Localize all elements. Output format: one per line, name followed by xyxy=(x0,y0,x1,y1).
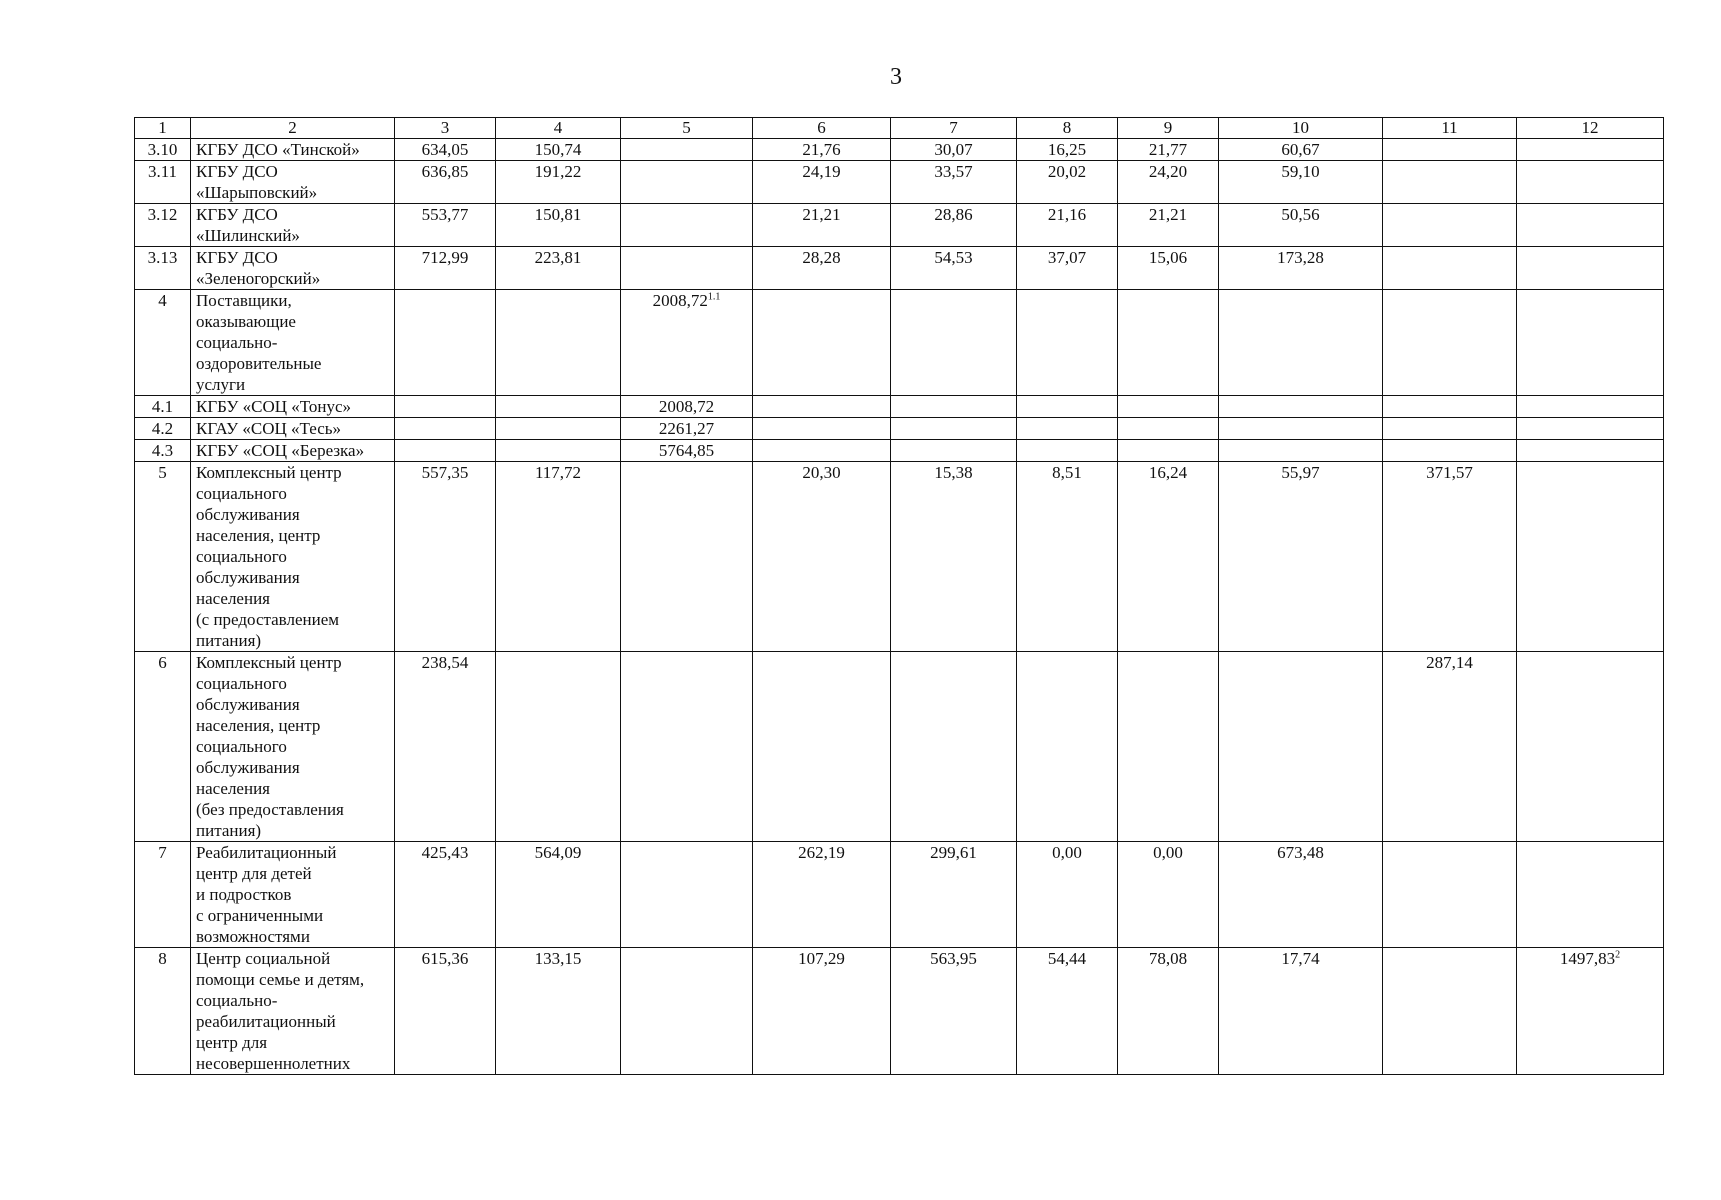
value-cell-c9 xyxy=(1118,139,1219,161)
cell-value: 712,99 xyxy=(421,248,469,267)
row-number: 7 xyxy=(135,842,191,948)
cell-value: 0,00 xyxy=(1153,843,1183,862)
row-number: 4 xyxy=(135,290,191,396)
cell-value: 133,15 xyxy=(534,949,582,968)
row-number: 3.11 xyxy=(135,161,191,204)
value-cell-c6 xyxy=(753,204,891,247)
value-cell-c6 xyxy=(753,440,891,462)
value-cell-c9 xyxy=(1118,842,1219,948)
organization-name xyxy=(191,462,395,652)
value-cell-c5 xyxy=(621,652,753,842)
column-header: 2 xyxy=(191,118,395,139)
name-line: социального xyxy=(196,484,287,503)
cell-value: 20,02 xyxy=(1047,162,1087,181)
name-line: социально- xyxy=(196,333,278,352)
value-cell-c12 xyxy=(1517,948,1664,1075)
cell-value: 21,21 xyxy=(802,205,841,224)
name-line: услуги xyxy=(196,375,246,394)
value-cell-c3 xyxy=(395,948,496,1075)
cell-value: 60,67 xyxy=(1281,140,1320,159)
column-header: 9 xyxy=(1118,118,1219,139)
value-cell-c9 xyxy=(1118,161,1219,204)
name-line: питания) xyxy=(196,821,262,840)
value-cell-c7 xyxy=(891,161,1017,204)
cell-value: 2261,27 xyxy=(658,419,715,438)
row-number: 3.10 xyxy=(135,139,191,161)
value-cell-c11 xyxy=(1383,247,1517,290)
value-cell-c9 xyxy=(1118,290,1219,396)
table-body xyxy=(135,118,1664,1075)
cell-value: 28,86 xyxy=(934,205,973,224)
value-cell-c3 xyxy=(395,139,496,161)
name-line: социального xyxy=(196,674,287,693)
value-cell-c12 xyxy=(1517,247,1664,290)
value-cell-c7 xyxy=(891,440,1017,462)
value-cell-c6 xyxy=(753,462,891,652)
name-line: Комплексный центр xyxy=(196,463,342,482)
organization-name xyxy=(191,652,395,842)
value-cell-c9 xyxy=(1118,247,1219,290)
value-cell-c11 xyxy=(1383,652,1517,842)
cell-value: 117,72 xyxy=(534,463,582,482)
column-header: 3 xyxy=(395,118,496,139)
footnote-marker: 1.1 xyxy=(707,291,721,303)
cell-value: 30,07 xyxy=(934,140,973,159)
cell-value: 425,43 xyxy=(421,843,469,862)
row-number: 6 xyxy=(135,652,191,842)
column-header: 12 xyxy=(1517,118,1664,139)
cell-value: 21,16 xyxy=(1047,205,1087,224)
value-cell-c5 xyxy=(621,418,753,440)
value-cell-c4 xyxy=(496,204,621,247)
name-line: социально- xyxy=(196,991,278,1010)
cell-value: 55,97 xyxy=(1281,463,1320,482)
cell-value: 673,48 xyxy=(1277,843,1324,862)
value-cell-c10 xyxy=(1219,842,1383,948)
column-header: 1 xyxy=(135,118,191,139)
name-line: «Зеленогорский» xyxy=(196,269,321,288)
value-cell-c3 xyxy=(395,652,496,842)
row-number: 5 xyxy=(135,462,191,652)
cell-value: 2008,72 xyxy=(652,291,708,310)
name-line: обслуживания xyxy=(196,505,300,524)
value-cell-c9 xyxy=(1118,652,1219,842)
value-cell-c5 xyxy=(621,139,753,161)
value-cell-c5 xyxy=(621,204,753,247)
name-line: «Шилинский» xyxy=(196,226,300,245)
cell-value: 24,19 xyxy=(802,162,841,181)
table-row xyxy=(135,948,1664,1075)
value-cell-c7 xyxy=(891,842,1017,948)
value-cell-c6 xyxy=(753,948,891,1075)
value-cell-c7 xyxy=(891,418,1017,440)
value-cell-c6 xyxy=(753,652,891,842)
cell-value: 28,28 xyxy=(802,248,841,267)
value-cell-c10 xyxy=(1219,247,1383,290)
value-cell-c9 xyxy=(1118,462,1219,652)
cell-value: 15,38 xyxy=(934,463,973,482)
value-cell-c8 xyxy=(1017,948,1118,1075)
value-cell-c4 xyxy=(496,247,621,290)
name-line: центр для xyxy=(196,1033,268,1052)
organization-name xyxy=(191,161,395,204)
name-line: социального xyxy=(196,547,287,566)
name-line: Реабилитационный xyxy=(196,843,337,862)
name-line: с ограниченными xyxy=(196,906,324,925)
value-cell-c9 xyxy=(1118,440,1219,462)
value-cell-c11 xyxy=(1383,204,1517,247)
cell-value: 8,51 xyxy=(1052,463,1082,482)
name-line: «Шарыповский» xyxy=(196,183,318,202)
value-cell-c3 xyxy=(395,204,496,247)
cell-value: 615,36 xyxy=(421,949,469,968)
name-line: и подростков xyxy=(196,885,292,904)
cell-value: 16,25 xyxy=(1047,140,1087,159)
value-cell-c3 xyxy=(395,290,496,396)
row-number: 3.12 xyxy=(135,204,191,247)
value-cell-c10 xyxy=(1219,948,1383,1075)
value-cell-c5 xyxy=(621,948,753,1075)
cell-value: 0,00 xyxy=(1052,843,1082,862)
column-header: 5 xyxy=(621,118,753,139)
table-row xyxy=(135,139,1664,161)
value-cell-c10 xyxy=(1219,440,1383,462)
cell-value: 173,28 xyxy=(1277,248,1324,267)
cell-value: 54,53 xyxy=(934,248,973,267)
value-cell-c3 xyxy=(395,247,496,290)
value-cell-c11 xyxy=(1383,948,1517,1075)
value-cell-c5 xyxy=(621,290,753,396)
value-cell-c12 xyxy=(1517,842,1664,948)
cell-value: 636,85 xyxy=(421,162,469,181)
value-cell-c12 xyxy=(1517,652,1664,842)
cell-value: 21,76 xyxy=(802,140,841,159)
value-cell-c4 xyxy=(496,842,621,948)
column-header: 6 xyxy=(753,118,891,139)
value-cell-c4 xyxy=(496,139,621,161)
organization-name xyxy=(191,842,395,948)
value-cell-c3 xyxy=(395,161,496,204)
value-cell-c7 xyxy=(891,462,1017,652)
value-cell-c4 xyxy=(496,396,621,418)
name-line: Комплексный центр xyxy=(196,653,342,672)
name-line: несовершеннолетних xyxy=(196,1054,351,1073)
value-cell-c5 xyxy=(621,462,753,652)
cell-value: 24,20 xyxy=(1148,162,1188,181)
organization-name xyxy=(191,204,395,247)
value-cell-c8 xyxy=(1017,290,1118,396)
cell-value: 21,21 xyxy=(1148,205,1188,224)
cell-value: 238,54 xyxy=(421,653,469,672)
name-line: КГБУ «СОЦ «Березка» xyxy=(196,441,365,460)
value-cell-c3 xyxy=(395,842,496,948)
value-cell-c5 xyxy=(621,440,753,462)
name-line: населения, центр xyxy=(196,716,321,735)
value-cell-c11 xyxy=(1383,290,1517,396)
column-header: 10 xyxy=(1219,118,1383,139)
value-cell-c6 xyxy=(753,247,891,290)
value-cell-c3 xyxy=(395,396,496,418)
cell-value: 371,57 xyxy=(1426,463,1473,482)
page-number: 3 xyxy=(890,64,902,90)
value-cell-c4 xyxy=(496,652,621,842)
cell-value: 37,07 xyxy=(1047,248,1087,267)
table-row xyxy=(135,290,1664,396)
cell-value: 150,81 xyxy=(534,205,582,224)
value-cell-c6 xyxy=(753,418,891,440)
cell-value: 21,77 xyxy=(1148,140,1188,159)
cell-value: 1497,83 xyxy=(1559,949,1616,968)
name-line: КГБУ «СОЦ «Тонус» xyxy=(196,397,352,416)
value-cell-c9 xyxy=(1118,396,1219,418)
row-number: 8 xyxy=(135,948,191,1075)
value-cell-c4 xyxy=(496,161,621,204)
name-line: КГБУ ДСО xyxy=(196,248,278,267)
cell-value: 634,05 xyxy=(421,140,469,159)
value-cell-c12 xyxy=(1517,418,1664,440)
cell-value: 33,57 xyxy=(934,162,973,181)
value-cell-c9 xyxy=(1118,418,1219,440)
value-cell-c3 xyxy=(395,440,496,462)
value-cell-c12 xyxy=(1517,440,1664,462)
value-cell-c10 xyxy=(1219,396,1383,418)
value-cell-c8 xyxy=(1017,462,1118,652)
name-line: КГБУ ДСО «Тинской» xyxy=(196,140,360,159)
cell-value: 54,44 xyxy=(1047,949,1087,968)
cell-value: 557,35 xyxy=(421,463,469,482)
cell-value: 223,81 xyxy=(534,248,582,267)
value-cell-c8 xyxy=(1017,396,1118,418)
cell-value: 16,24 xyxy=(1148,463,1188,482)
value-cell-c8 xyxy=(1017,161,1118,204)
column-header: 8 xyxy=(1017,118,1118,139)
cell-value: 150,74 xyxy=(534,140,582,159)
value-cell-c12 xyxy=(1517,462,1664,652)
name-line: КГБУ ДСО xyxy=(196,205,278,224)
cell-value: 59,10 xyxy=(1281,162,1320,181)
cell-value: 191,22 xyxy=(534,162,582,181)
value-cell-c10 xyxy=(1219,290,1383,396)
organization-name xyxy=(191,139,395,161)
name-line: Центр социальной xyxy=(196,949,331,968)
value-cell-c12 xyxy=(1517,396,1664,418)
row-number: 3.13 xyxy=(135,247,191,290)
value-cell-c4 xyxy=(496,290,621,396)
table-row xyxy=(135,418,1664,440)
value-cell-c8 xyxy=(1017,440,1118,462)
value-cell-c5 xyxy=(621,842,753,948)
value-cell-c6 xyxy=(753,139,891,161)
value-cell-c8 xyxy=(1017,842,1118,948)
cell-value: 553,77 xyxy=(421,205,469,224)
value-cell-c11 xyxy=(1383,462,1517,652)
cell-value: 15,06 xyxy=(1148,248,1188,267)
value-cell-c12 xyxy=(1517,290,1664,396)
value-cell-c11 xyxy=(1383,440,1517,462)
value-cell-c11 xyxy=(1383,161,1517,204)
table-row xyxy=(135,396,1664,418)
value-cell-c4 xyxy=(496,418,621,440)
name-line: обслуживания xyxy=(196,695,300,714)
name-line: оздоровительные xyxy=(196,354,322,373)
name-line: населения xyxy=(196,779,270,798)
footnote-marker: 2 xyxy=(1615,949,1621,961)
value-cell-c12 xyxy=(1517,161,1664,204)
cell-value: 287,14 xyxy=(1426,653,1473,672)
name-line: центр для детей xyxy=(196,864,312,883)
name-line: населения, центр xyxy=(196,526,321,545)
value-cell-c4 xyxy=(496,462,621,652)
tariff-table xyxy=(134,117,1664,1075)
value-cell-c7 xyxy=(891,204,1017,247)
cell-value: 5764,85 xyxy=(658,441,715,460)
value-cell-c3 xyxy=(395,418,496,440)
organization-name xyxy=(191,948,395,1075)
name-line: (без предоставления xyxy=(196,800,344,819)
value-cell-c10 xyxy=(1219,418,1383,440)
table-row xyxy=(135,204,1664,247)
header-row xyxy=(135,118,1664,139)
table-row xyxy=(135,247,1664,290)
organization-name xyxy=(191,247,395,290)
table-row xyxy=(135,842,1664,948)
table-row xyxy=(135,440,1664,462)
table-row xyxy=(135,462,1664,652)
value-cell-c7 xyxy=(891,948,1017,1075)
value-cell-c10 xyxy=(1219,139,1383,161)
name-line: социального xyxy=(196,737,287,756)
cell-value: 563,95 xyxy=(930,949,977,968)
value-cell-c10 xyxy=(1219,161,1383,204)
value-cell-c10 xyxy=(1219,652,1383,842)
name-line: обслуживания xyxy=(196,568,300,587)
value-cell-c8 xyxy=(1017,247,1118,290)
row-number: 4.2 xyxy=(135,418,191,440)
value-cell-c6 xyxy=(753,842,891,948)
value-cell-c5 xyxy=(621,396,753,418)
column-header: 4 xyxy=(496,118,621,139)
value-cell-c7 xyxy=(891,139,1017,161)
value-cell-c3 xyxy=(395,462,496,652)
cell-value: 564,09 xyxy=(534,843,582,862)
name-line: (с предоставлением xyxy=(196,610,340,629)
name-line: питания) xyxy=(196,631,262,650)
value-cell-c10 xyxy=(1219,462,1383,652)
value-cell-c11 xyxy=(1383,396,1517,418)
row-number: 4.1 xyxy=(135,396,191,418)
value-cell-c12 xyxy=(1517,139,1664,161)
value-cell-c6 xyxy=(753,290,891,396)
table-row xyxy=(135,161,1664,204)
organization-name xyxy=(191,290,395,396)
cell-value: 20,30 xyxy=(802,463,841,482)
value-cell-c7 xyxy=(891,652,1017,842)
cell-value: 2008,72 xyxy=(658,397,715,416)
value-cell-c12 xyxy=(1517,204,1664,247)
name-line: КГАУ «СОЦ «Тесь» xyxy=(196,419,342,438)
value-cell-c6 xyxy=(753,161,891,204)
cell-value: 17,74 xyxy=(1281,949,1320,968)
value-cell-c7 xyxy=(891,396,1017,418)
value-cell-c8 xyxy=(1017,652,1118,842)
value-cell-c11 xyxy=(1383,418,1517,440)
value-cell-c9 xyxy=(1118,204,1219,247)
name-line: помощи семье и детям, xyxy=(196,970,365,989)
value-cell-c8 xyxy=(1017,139,1118,161)
value-cell-c10 xyxy=(1219,204,1383,247)
organization-name xyxy=(191,418,395,440)
name-line: оказывающие xyxy=(196,312,296,331)
value-cell-c8 xyxy=(1017,418,1118,440)
cell-value: 50,56 xyxy=(1281,205,1320,224)
row-number: 4.3 xyxy=(135,440,191,462)
value-cell-c7 xyxy=(891,247,1017,290)
value-cell-c8 xyxy=(1017,204,1118,247)
name-line: реабилитационный xyxy=(196,1012,336,1031)
organization-name xyxy=(191,440,395,462)
cell-value: 262,19 xyxy=(798,843,845,862)
cell-value: 107,29 xyxy=(798,949,845,968)
value-cell-c11 xyxy=(1383,139,1517,161)
value-cell-c4 xyxy=(496,948,621,1075)
cell-value: 78,08 xyxy=(1148,949,1188,968)
name-line: КГБУ ДСО xyxy=(196,162,278,181)
value-cell-c5 xyxy=(621,161,753,204)
name-line: возможностями xyxy=(196,927,310,946)
name-line: населения xyxy=(196,589,270,608)
name-line: Поставщики, xyxy=(196,291,292,310)
cell-value: 299,61 xyxy=(930,843,977,862)
column-header: 7 xyxy=(891,118,1017,139)
value-cell-c4 xyxy=(496,440,621,462)
name-line: обслуживания xyxy=(196,758,300,777)
value-cell-c11 xyxy=(1383,842,1517,948)
organization-name xyxy=(191,396,395,418)
value-cell-c5 xyxy=(621,247,753,290)
value-cell-c9 xyxy=(1118,948,1219,1075)
value-cell-c7 xyxy=(891,290,1017,396)
value-cell-c6 xyxy=(753,396,891,418)
table-row xyxy=(135,652,1664,842)
column-header: 11 xyxy=(1383,118,1517,139)
